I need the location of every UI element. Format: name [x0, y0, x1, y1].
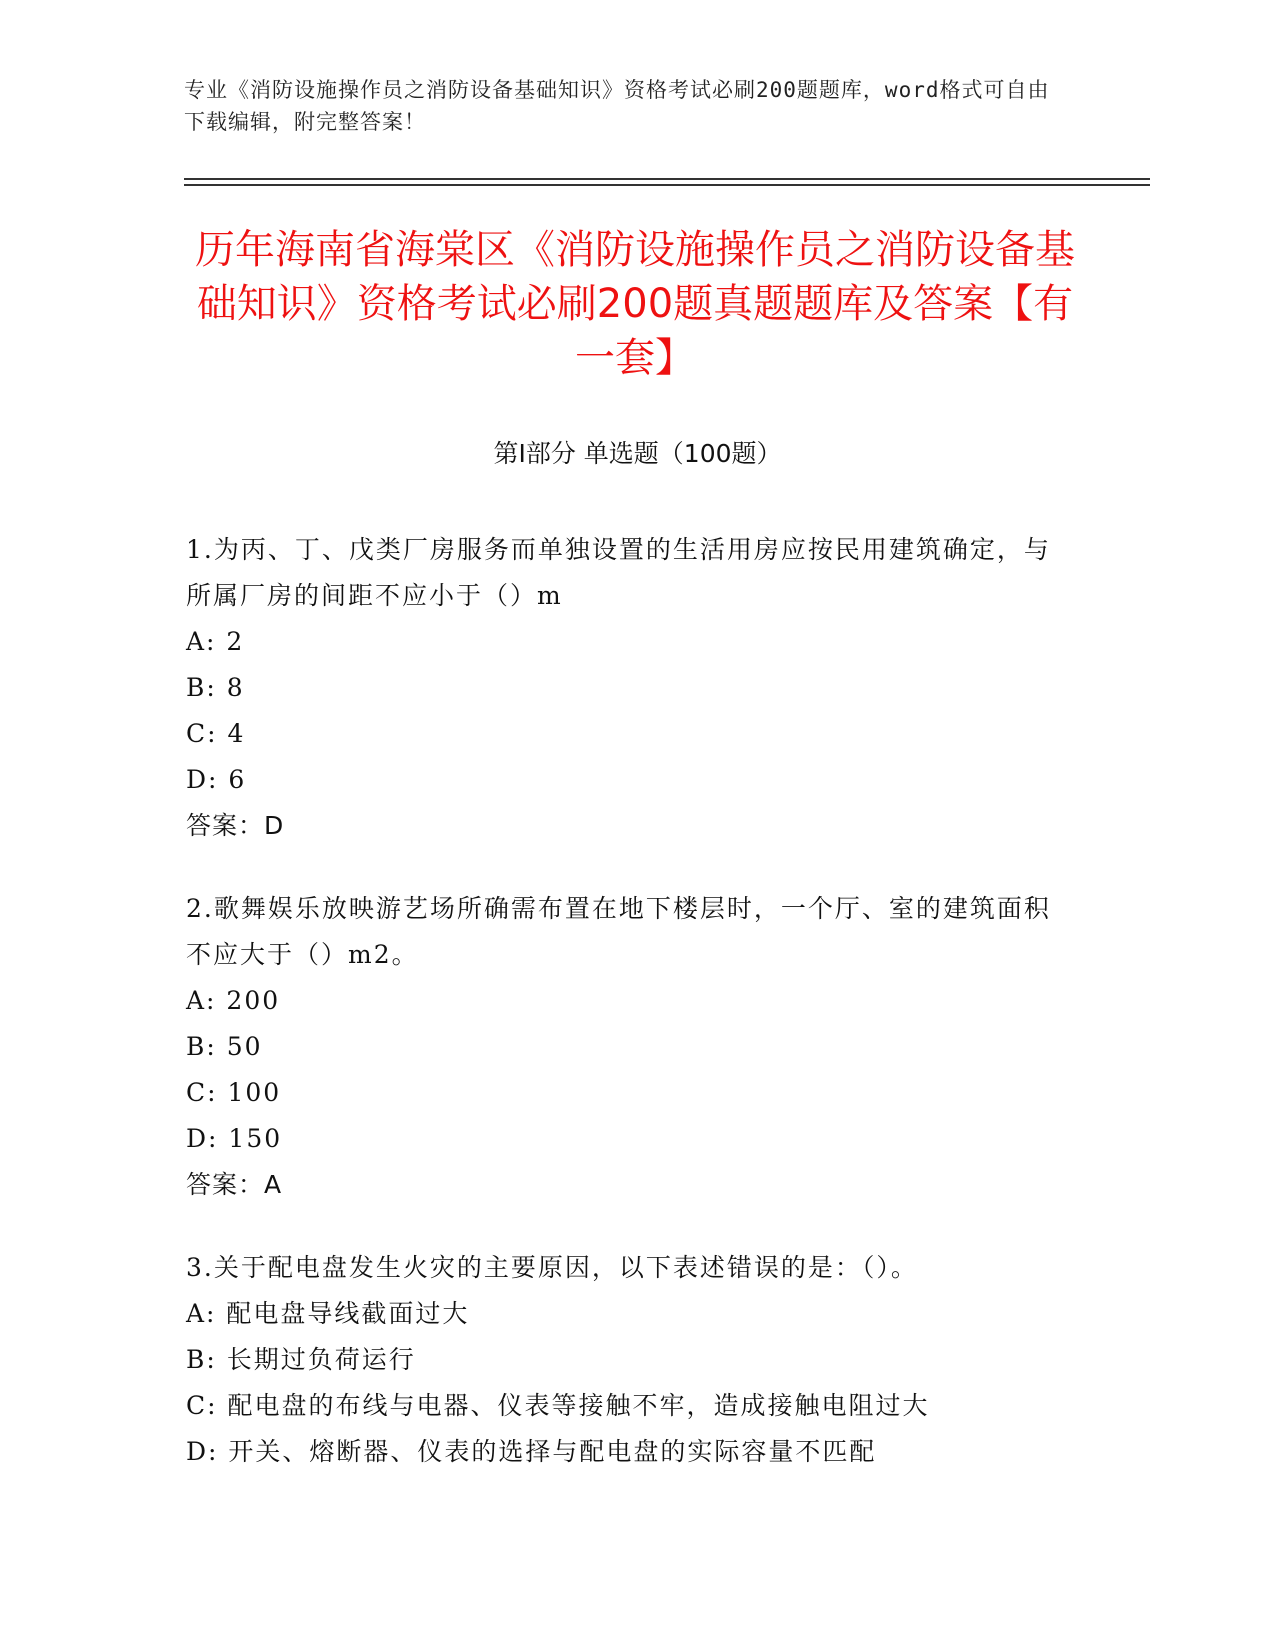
option-d: D: 开关、熔断器、仪表的选择与配电盘的实际容量不匹配 — [186, 1437, 877, 1466]
option-a: A: 配电盘导线截面过大 — [186, 1299, 470, 1328]
option-b: B: 50 — [186, 1032, 263, 1061]
answer: 答案：D — [186, 811, 285, 840]
question-2 — [186, 886, 1066, 1208]
option-b: B: 长期过负荷运行 — [186, 1345, 416, 1374]
option-d: D: 6 — [186, 765, 247, 794]
option-c: C: 100 — [186, 1078, 282, 1107]
question-stem: 1.为丙、丁、戊类厂房服务而单独设置的生活用房应按民用建筑确定，与所属厂房的间距不应小于（）m — [186, 535, 1051, 610]
option-c: C: 配电盘的布线与电器、仪表等接触不牢，造成接触电阻过大 — [186, 1391, 930, 1420]
question-stem: 2.歌舞娱乐放映游艺场所确需布置在地下楼层时，一个厅、室的建筑面积不应大于（）m2。 — [186, 894, 1051, 969]
option-c: C: 4 — [186, 719, 246, 748]
question-1 — [186, 527, 1066, 849]
question-3 — [186, 1245, 1066, 1475]
answer: 答案：A — [186, 1170, 283, 1199]
option-a: A: 2 — [186, 627, 245, 656]
header-rule-top — [184, 178, 1150, 180]
header-rule-bottom — [184, 184, 1150, 186]
header-note: 专业《消防设施操作员之消防设备基础知识》资格考试必刷200题题库，word格式可自由下载编辑，附完整答案！ — [184, 78, 1050, 134]
option-d: D: 150 — [186, 1124, 283, 1153]
document-title: 历年海南省海棠区《消防设施操作员之消防设备基础知识》资格考试必刷200题真题题库及答案【有一套】 — [195, 227, 1075, 381]
section-heading: 第I部分 单选题（100题） — [493, 439, 782, 468]
option-b: B: 8 — [186, 673, 245, 702]
option-a: A: 200 — [186, 986, 281, 1015]
question-stem: 3.关于配电盘发生火灾的主要原因，以下表述错误的是：（）。 — [186, 1253, 918, 1282]
